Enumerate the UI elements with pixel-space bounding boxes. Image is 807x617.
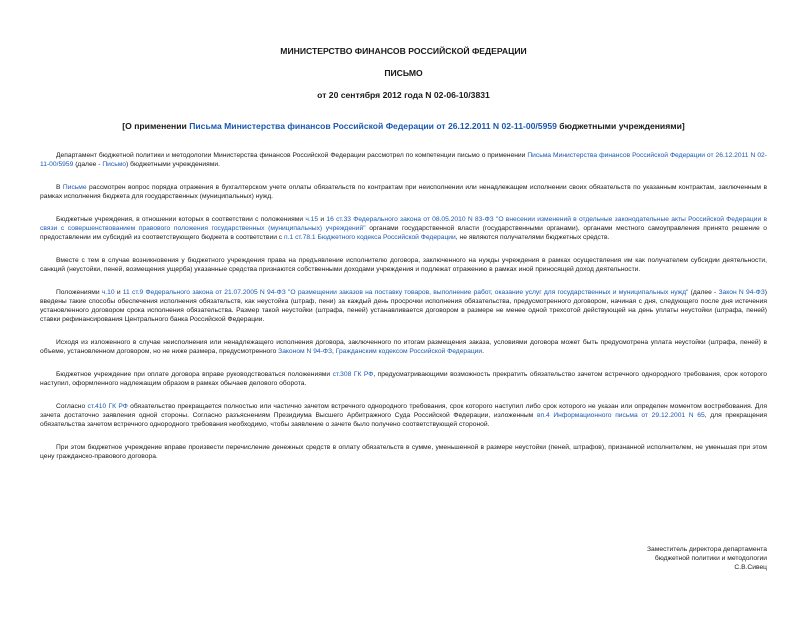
paragraph-5 <box>40 288 767 325</box>
ministry-heading: МИНИСТЕРСТВО ФИНАНСОВ РОССИЙСКОЙ ФЕДЕРАЦИИ <box>280 46 527 56</box>
p3-law-83fz-link[interactable]: 16 ст.33 Федерального закона от 08.05.2010 N 83-ФЗ "О внесении изменений в отдельные законодательные акты Российской Федерации в связи с совершенствованием правового положения государственных (муниципальных) учреждений" <box>40 215 768 233</box>
p2-letter-link[interactable]: Письме <box>62 183 87 191</box>
doc-date-number: от 20 сентября 2012 года N 02-06-10/3831 <box>317 90 490 100</box>
p7-art308-link[interactable]: ст.308 ГК РФ <box>332 371 374 379</box>
p5-text: Положениями <box>56 288 102 296</box>
p2-text: рассмотрен вопрос порядка отражения в бухгалтерском учете оплаты обязательств по контрактам при неисполнении или ненадлежащем исполнении своих обязательств по указанным контрактам, заключенным в рамках исполнения бюджета для государственных (муниципальных) нужд. <box>40 183 767 201</box>
p1-letter-link[interactable]: Письма Министерства финансов Российской Федерации от 26.12.2011 N 02-11-00/5959 <box>40 152 767 169</box>
p6-law-94fz-link[interactable]: Законом N 94-ФЗ <box>278 348 332 356</box>
p7-text: , предусматривающими возможность прекратить обязательство зачетом встречного однородного требования, срок которого наступил, оформленного надлежащим образом в рамках обычаев делового оборота. <box>40 371 767 388</box>
p6-civil-code-link[interactable]: Гражданским кодексом Российской Федерации <box>335 348 483 356</box>
p6-text: . <box>482 348 485 356</box>
signature-department: бюджетной политики и методологии <box>654 555 767 563</box>
p3-text: Бюджетные учреждения, в отношении которых в соответствии с положениями <box>56 215 306 223</box>
p8-art410-link[interactable]: ст.410 ГК РФ <box>87 402 128 410</box>
paragraph-7 <box>40 370 767 388</box>
p7-text: Бюджетное учреждение при оплате договора вправе руководствоваться положениями <box>56 371 333 379</box>
subject-suffix: бюджетными учреждениями] <box>556 121 685 131</box>
p5-text: ) введены такие способы обеспечения исполнения обязательств, как неустойка (штраф, пени) за каждый день просрочки исполнения обязательства, предусмотренного договором, начиная с дня, следующего после дня истечения установленного договором срока исполнения обязательства. Размер такой неустойки (штрафа, пеней) устанавливается договором в размере не менее одной трехсотой действующей на день уплаты неустойки (штрафа, пеней) ставки рефинансирования Центрального банка Российской Федерации. <box>40 288 768 324</box>
p1-letter-short-link[interactable]: Письмо <box>102 161 127 169</box>
p3-budget-code-link[interactable]: п.1 ст.78.1 Бюджетного кодекса Российской Федерации <box>284 234 456 242</box>
subject-letter-link[interactable]: Письма Министерства финансов Российской Федерации от 26.12.2011 N 02-11-00/5959 <box>189 121 557 131</box>
p3-text: , не являются получателями бюджетных средств. <box>455 234 610 242</box>
paragraph-9 <box>40 443 767 461</box>
signature-position: Заместитель директора департамента <box>647 546 767 553</box>
p5-text: и <box>114 288 123 296</box>
signature-name: С.В.Сивец <box>734 564 767 572</box>
p5-part10-link[interactable]: ч.10 <box>101 288 115 296</box>
paragraph-1 <box>40 151 767 169</box>
paragraph-2 <box>40 183 767 201</box>
doc-type-heading: ПИСЬМО <box>384 68 423 78</box>
p8-info-letter-link[interactable]: вп.4 Информационного письма от 29.12.2001 N 65 <box>536 412 705 420</box>
paragraph-3 <box>40 215 767 243</box>
subject-prefix: [О применении <box>122 121 190 131</box>
p5-text: (далее - <box>688 288 719 296</box>
document-page <box>0 46 807 617</box>
p5-law-94fz-link[interactable]: 11 ст.9 Федерального закона от 21.07.2005 N 94-ФЗ "О размещении заказов на поставку товаров, выполнение работ, оказание услуг для государственных и муниципальных нужд" <box>122 288 689 296</box>
p8-text: Согласно <box>56 402 88 410</box>
paragraph-4 <box>40 256 767 274</box>
p1-text: (далее - <box>73 161 103 169</box>
p9-text: При этом бюджетное учреждение вправе произвести перечисление денежных средств в оплату обязательств в сумме, уменьшенной в размере неустойки (пеней, штрафов), признанной исполнителем, не уменьшая при этом цену гражданско-правового договора. <box>40 444 767 461</box>
doc-body <box>40 151 767 461</box>
p1-text: Департамент бюджетной политики и методологии Министерства финансов Российской Федерации рассмотрел по компетенции письмо о применении <box>56 152 528 159</box>
p6-text: , <box>331 348 336 356</box>
doc-subject <box>40 121 767 131</box>
paragraph-6 <box>40 338 767 356</box>
p4-text: Вместе с тем в случае возникновения у бюджетного учреждения права на предъявление исполнителю договора, заключенного на нужды учреждения в рамках осуществления им как получателем субсидии деятельности, санкций (неустойки, пеней, возмещения ущерба) указанные средства признаются собственными доходами учреждения и подлежат отражению в рамках иной приносящей доход деятельности. <box>40 256 767 274</box>
p8-text: , для прекращения обязательства зачетом встречного однородного требования необходимо, чтобы заявление о зачете было получено соответствующей стороной. <box>40 412 767 429</box>
p3-text: органами государственной власти (государственными органами), органами местного самоуправления принято решение о предоставлении им субсидий из соответствующего бюджета в соответствии с <box>40 225 768 242</box>
paragraph-8 <box>40 402 767 430</box>
p3-text: и <box>318 215 327 223</box>
signature-block <box>647 545 767 573</box>
p5-law-94fz-short-link[interactable]: Закон N 94-ФЗ <box>718 288 765 296</box>
p1-text: ) бюджетными учреждениями. <box>126 161 220 169</box>
p8-text: обязательство прекращается полностью или частично зачетом встречного однородного требования, срок которого наступил либо срок которого не указан или определен моментом востребования. Для зачета достаточно заявления одной стороны. Согласно разъяснениям Президиума Высшего Арбитражного Суда Российской Федерации, изложенным <box>40 402 767 420</box>
p3-law-part15-link[interactable]: ч.15 <box>305 215 319 223</box>
p2-text: В <box>56 183 63 191</box>
p6-text: Исходя из изложенного в случае неисполнения или ненадлежащего исполнения договора, заключенного по итогам размещения заказа, условиями договора может быть предусмотрена уплата неустойки (штрафа, пеней) в объеме, установленном договором, но не ниже размера, предусмотренного <box>40 339 767 356</box>
